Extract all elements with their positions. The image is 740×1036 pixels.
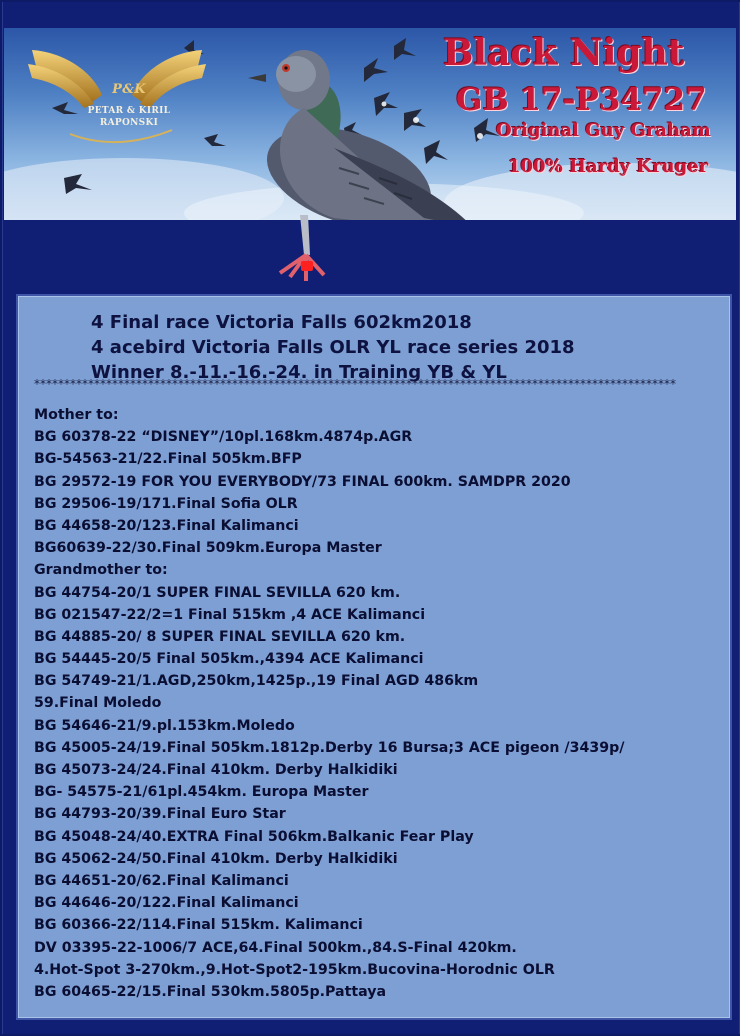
origin-line: Original Guy Graham — [496, 120, 711, 141]
list-item: BG 60378-22 “DISNEY”/10pl.168km.4874p.AGR — [34, 429, 413, 446]
list-item: BG 021547-22/2=1 Final 515km ,4 ACE Kalimanci — [34, 606, 426, 623]
list-item: BG-54563-21/22.Final 505km.BFP — [34, 451, 302, 468]
list-item: BG 44658-20/123.Final Kalimanci — [34, 517, 299, 534]
pigeon-name: Black Night — [443, 32, 685, 74]
list-item: BG- 54575-21/61pl.454km. Europa Master — [34, 784, 369, 801]
list-item: BG 54646-21/9.pl.153km.Moledo — [34, 717, 295, 734]
breeder-logo — [22, 40, 212, 150]
list-item: Grandmother to: — [34, 562, 168, 579]
list-item: BG 29506-19/171.Final Sofia OLR — [34, 495, 298, 512]
list-item: BG 44885-20/ 8 SUPER FINAL SEVILLA 620 km. — [34, 628, 406, 645]
list-item: 59.Final Moledo — [34, 695, 162, 712]
list-item: BG 44754-20/1 SUPER FINAL SEVILLA 620 km. — [34, 584, 401, 601]
list-item: BG 54749-21/1.AGD,250km,1425p.,19 Final AGD 486km — [34, 673, 479, 690]
achievement-3: Winner 8.-11.-16.-24. in Training YB & YL — [91, 362, 507, 383]
list-item: BG 45048-24/40.EXTRA Final 506km.Balkanic Fear Play — [34, 828, 474, 845]
logo-name-line2: RAPONSKI — [99, 118, 159, 128]
list-item: BG 29572-19 FOR YOU EVERYBODY/73 FINAL 600km. SAMDPR 2020 — [34, 473, 571, 490]
list-item: BG 60366-22/114.Final 515km. Kalimanci — [34, 917, 363, 934]
logo-monogram: P&K — [112, 82, 146, 97]
list-item: BG 44646-20/122.Final Kalimanci — [34, 895, 299, 912]
list-item: BG60639-22/30.Final 509km.Europa Master — [34, 540, 382, 557]
list-item: BG 54445-20/5 Final 505km.,4394 ACE Kalimanci — [34, 651, 424, 668]
ring-number: GB 17-P34727 — [456, 82, 707, 118]
list-item: BG 60465-22/15.Final 530km.5805p.Pattaya — [34, 983, 387, 1000]
achievement-1: 4 Final race Victoria Falls 602km2018 — [91, 312, 472, 333]
results-panel — [16, 294, 732, 1020]
list-item: BG 45005-24/19.Final 505km.1812p.Derby 16 Bursa;3 ACE pigeon /3439p/ — [34, 739, 625, 756]
list-item: BG 44651-20/62.Final Kalimanci — [34, 872, 289, 889]
list-item: 4.Hot-Spot 3-270km.,9.Hot-Spot2-195km.Bucovina-Horodnic OLR — [34, 961, 555, 978]
list-item: BG 45073-24/24.Final 410km. Derby Halkidiki — [34, 762, 398, 778]
offspring-results-list — [34, 404, 624, 1003]
separator-line: *********************************************************************************************************** — [34, 377, 676, 391]
achievement-2: 4 acebird Victoria Falls OLR YL race series 2018 — [91, 337, 575, 358]
list-item: Mother to: — [34, 407, 119, 423]
bloodline-line: 100% Hardy Kruger — [508, 156, 709, 177]
list-item: BG 44793-20/39.Final Euro Star — [34, 806, 286, 823]
pigeon-feet-illustration — [270, 215, 350, 295]
logo-name-line1: PETAR & KIRIL — [87, 106, 171, 116]
list-item: BG 45062-24/50.Final 410km. Derby Halkidiki — [34, 850, 398, 867]
list-item: DV 03395-22-1006/7 ACE,64.Final 500km.,84.S-Final 420km. — [34, 939, 517, 956]
